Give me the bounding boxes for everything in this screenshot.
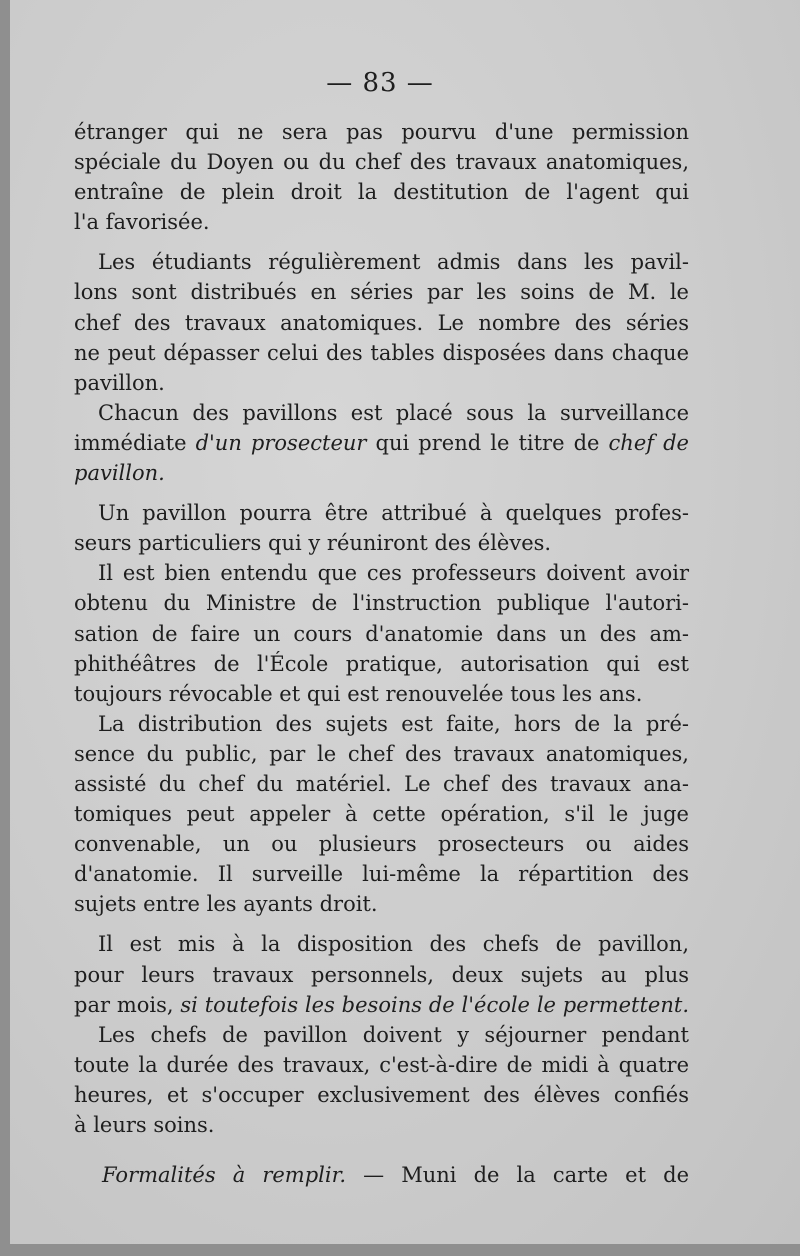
text-segment: Les étudiants régulièrement admis dans les pavil- xyxy=(98,250,689,275)
section-heading-line xyxy=(74,1160,689,1190)
text-segment: sation de faire un cours d'anatomie dans un des am- xyxy=(74,621,689,646)
text-line xyxy=(74,1020,689,1050)
text-segment: sence du public, par le chef des travaux anatomiques, xyxy=(74,741,689,766)
italic-text: pavillon. xyxy=(74,461,165,486)
text-segment: toujours révocable et qui est renouvelée tous les ans. xyxy=(74,681,643,706)
text-segment: pour leurs travaux personnels, deux sujets au plus xyxy=(74,962,689,987)
text-segment: ne peut dépasser celui des tables disposées dans chaque xyxy=(74,340,689,365)
text-line xyxy=(74,498,689,528)
italic-text: chef de xyxy=(608,430,689,455)
text-segment: seurs particuliers qui y réuniront des élèves. xyxy=(74,531,552,556)
text-line xyxy=(74,398,689,428)
text-segment: assisté du chef du matériel. Le chef des travaux ana- xyxy=(74,771,689,796)
text-line xyxy=(74,368,689,398)
text-segment: l'a favorisée. xyxy=(74,210,210,235)
text-segment: Il est bien entendu que ces professeurs doivent avoir xyxy=(98,561,689,586)
text-line xyxy=(74,709,689,739)
text-line xyxy=(74,528,689,558)
text-segment: pavillon. xyxy=(74,370,165,395)
text-segment: immédiate xyxy=(74,430,196,455)
text-segment: sujets entre les ayants droit. xyxy=(74,892,378,917)
text-line xyxy=(74,338,689,368)
italic-text: si toutefois les besoins de l'école le permettent. xyxy=(180,992,689,1017)
text-segment: phithéâtres de l'École pratique, autorisation qui est xyxy=(74,651,689,676)
text-segment: à leurs soins. xyxy=(74,1113,215,1137)
text-segment: obtenu du Ministre de l'instruction publique l'autori- xyxy=(74,591,689,616)
text-segment: Un pavillon pourra être attribué à quelques profes- xyxy=(98,501,689,526)
text-segment: lons sont distribués en séries par les soins de M. le xyxy=(74,280,689,305)
text-segment: entraîne de plein droit la destitution de l'agent qui xyxy=(74,180,689,205)
text-segment: chef des travaux anatomiques. Le nombre des séries xyxy=(74,310,689,335)
text-segment: convenable, un ou plusieurs prosecteurs ou aides xyxy=(74,832,689,857)
text-line xyxy=(74,769,689,799)
italic-text: Formalités à remplir. xyxy=(102,1163,346,1188)
text-segment: heures, et s'occuper exclusivement des élèves confiés xyxy=(74,1082,689,1107)
text-segment: d'anatomie. Il surveille lui-même la répartition des xyxy=(74,862,689,887)
text-line xyxy=(74,679,689,709)
italic-text: d'un prosecteur xyxy=(195,430,367,455)
text-line xyxy=(74,458,689,488)
text-segment: — Muni de la carte et de xyxy=(346,1163,689,1188)
text-segment: toute la durée des travaux, c'est-à-dire de midi à quatre xyxy=(74,1052,689,1077)
text-line xyxy=(74,147,689,177)
text-line xyxy=(74,207,689,237)
text-segment: Chacun des pavillons est placé sous la surveillance xyxy=(98,400,689,425)
text-line xyxy=(74,960,689,990)
text-line xyxy=(74,1050,689,1080)
text-segment: Il est mis à la disposition des chefs de pavillon, xyxy=(98,932,689,957)
document-page xyxy=(10,0,800,1244)
text-line xyxy=(74,929,689,959)
text-line xyxy=(74,990,689,1020)
text-line xyxy=(74,1110,689,1140)
text-segment: Les chefs de pavillon doivent y séjourner pendant xyxy=(98,1022,689,1047)
text-line xyxy=(74,277,689,307)
text-segment: tomiques peut appeler à cette opération, s'il le juge xyxy=(74,802,689,827)
text-line xyxy=(74,829,689,859)
text-line xyxy=(74,308,689,338)
text-line xyxy=(74,889,689,919)
text-line xyxy=(74,739,689,769)
body-text xyxy=(74,117,689,1190)
text-segment: spéciale du Doyen ou du chef des travaux anatomiques, xyxy=(74,150,689,175)
text-segment: La distribution des sujets est faite, hors de la pré- xyxy=(98,711,689,736)
text-line xyxy=(74,558,689,588)
page-number: — 83 — xyxy=(326,68,434,98)
text-line xyxy=(74,247,689,277)
text-line xyxy=(74,619,689,649)
text-segment: par mois, xyxy=(74,992,181,1017)
text-line xyxy=(74,799,689,829)
text-segment: qui prend le titre de xyxy=(366,430,609,455)
text-line xyxy=(74,428,689,458)
text-line xyxy=(74,859,689,889)
text-line xyxy=(74,1080,689,1110)
text-line xyxy=(74,117,689,147)
text-line xyxy=(74,588,689,618)
text-line xyxy=(74,177,689,207)
text-segment: étranger qui ne sera pas pourvu d'une permission xyxy=(74,120,689,144)
text-line xyxy=(74,649,689,679)
